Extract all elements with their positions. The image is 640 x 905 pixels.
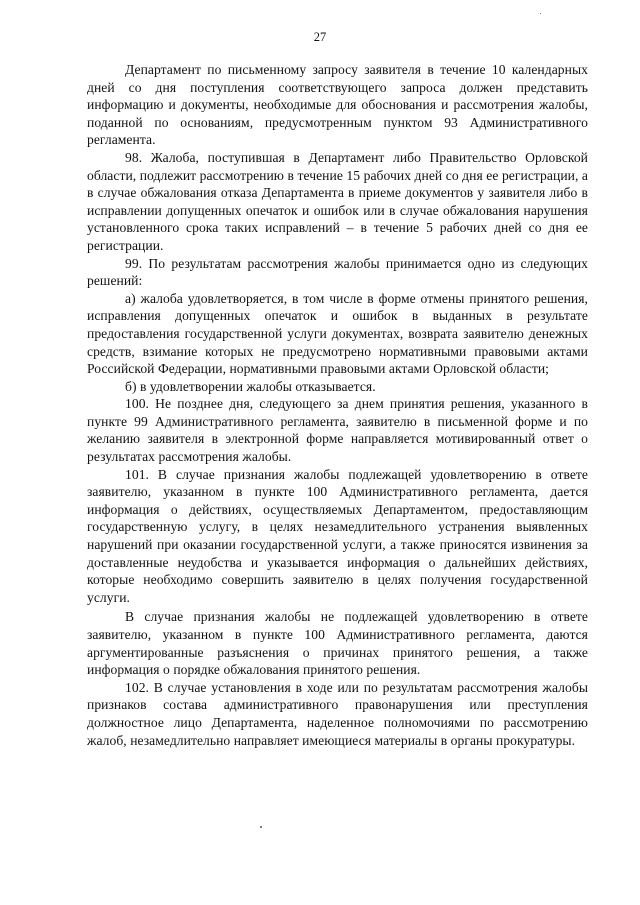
scan-artifact-dot — [540, 13, 541, 14]
paragraph-99-b: б) в удовлетворении жалобы отказывается. — [125, 378, 376, 394]
paragraph-98: 98. Жалоба, поступившая в Департамент либо Правительство Орловской области, подлежит рассмотрению в течение 15 рабочих дней со дня ее регистрации, а в случае обжалования отказа Департамента в приеме документов у заявителя либо в исправлении допущенных опечаток и ошибок или в случае обжалования нарушения установленного срока таких исправлений – в течение 5 рабочих дней со дня ее регистрации. — [87, 149, 588, 253]
document-body — [87, 61, 588, 749]
paragraph-101-refusal: В случае признания жалобы не подлежащей удовлетворению в ответе заявителю, указанном в пункте 100 Административного регламента, даются аргументированные разъяснения о причинах принятого решения, а также информация о порядке обжалования принятого решения. — [87, 609, 588, 678]
paragraph-102: 102. В случае установления в ходе или по результатам рассмотрения жалобы признаков состава административного правонарушения или преступления должностное лицо Департамента, наделенное полномочиями по рассмотрению жалоб, незамедлительно направляет имеющиеся материалы в органы прокуратуры. — [87, 679, 588, 748]
scan-artifact-dot — [260, 826, 262, 828]
page-number: 27 — [313, 30, 327, 44]
paragraph-100: 100. Не позднее дня, следующего за днем принятия решения, указанного в пункте 99 Административного регламента, заявителю в письменной форме и по желанию заявителя в электронной форме направляется мотивированный ответ о результатах рассмотрения жалобы. — [87, 396, 588, 465]
paragraph-request-documents: Департамент по письменному запросу заявителя в течение 10 календарных дней со дня поступления соответствующего запроса должен представить информацию и документы, необходимые для обоснования и рассмотрения жалобы, поданной по основаниям, предусмотренным пунктом 93 Административного регламента. — [87, 62, 588, 148]
paragraph-99-a: а) жалоба удовлетворяется, в том числе в форме отмены принятого решения, исправления допущенных опечаток и ошибок в выданных в результате предоставления государственной услуги документах, возврата заявителю денежных средств, взимание которых не предусмотрено нормативными правовыми актами Российской Федерации, нормативными правовыми актами Орловской области; — [87, 290, 588, 377]
paragraph-101: 101. В случае признания жалобы подлежащей удовлетворению в ответе заявителю, указанном в пункте 100 Административного регламента, дается информация о действиях, осуществляемых Департаментом, предоставляющим государственную услугу, в целях незамедлительного устранения выявленных нарушений при оказании государственной услуги, а также приносятся извинения за доставленные неудобства и указывается информация о дальнейших действиях, которые необходимо совершить заявителю в целях получения государственной услуги. — [87, 466, 588, 605]
paragraph-99: 99. По результатам рассмотрения жалобы принимается одно из следующих решений: — [87, 255, 588, 289]
